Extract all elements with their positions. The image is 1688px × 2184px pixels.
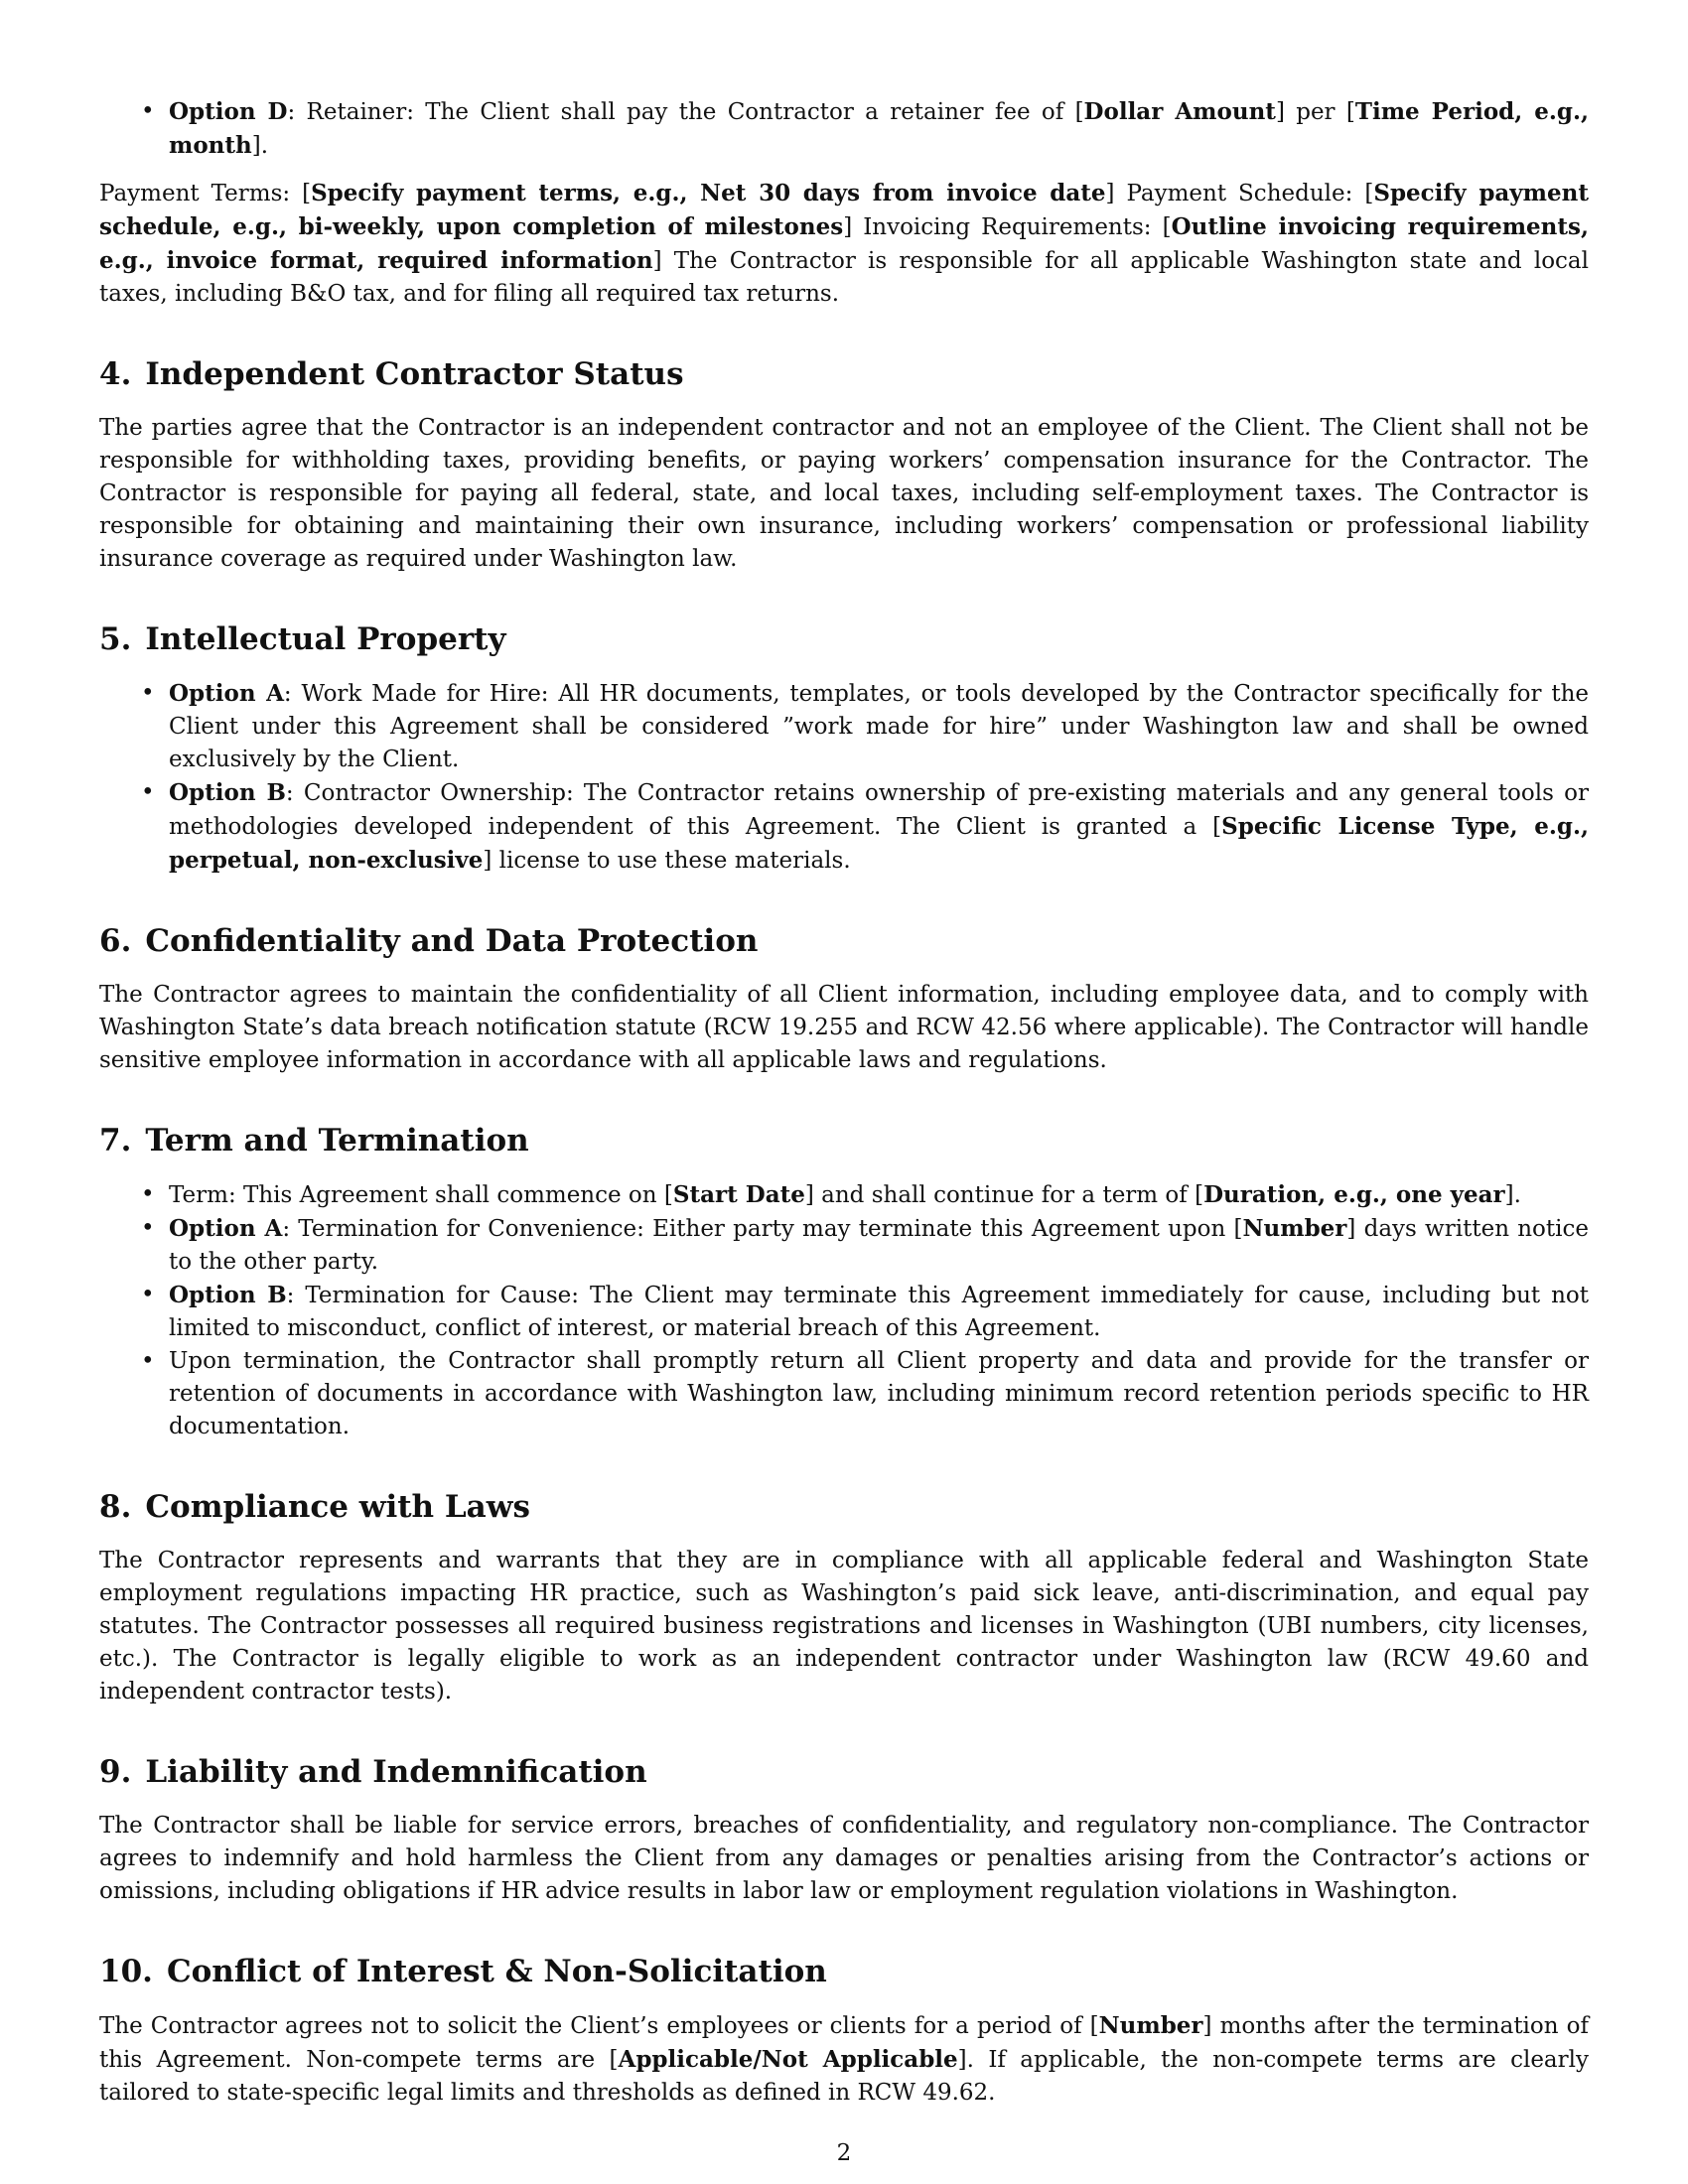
list-item-option-a: • Option A: Work Made for Hire: All HR documents, templates, or tools developed by the Contractor specifically for the Client under this Agreement shall be considered ”work made for hire” under Washington law and shall be owned exclusively by the Client. — [169, 677, 1589, 776]
section-10-body: The Contractor agrees not to solicit the Client’s employees or clients for a period of [Number] months after the termination of this Agreement. Non-compete terms are [Applicable/Not Applicable]. If applicable, the non-compete terms are clearly tailored to state-specific legal limits and thresholds as defined in RCW 49.62. — [99, 2012, 1589, 2106]
list-item-upon-termination: • Upon termination, the Contractor shall promptly return all Client property and data and provide for the transfer or retention of documents in accordance with Washington law, including minimum record retention periods specific to HR documentation. — [169, 1345, 1589, 1443]
section-9-heading: 9. Liability and Indemnification — [99, 1754, 647, 1790]
section-9-body: The Contractor shall be liable for service errors, breaches of confidentiality, and regulatory non-compliance. The Contractor agrees to indemnify and hold harmless the Client from any damages or penalties arising from the Contractor’s actions or omissions, including obligations if HR advice results in labor law or employment regulation violations in Washington. — [99, 1813, 1589, 1904]
section-8-body: The Contractor represents and warrants that they are in compliance with all applicable federal and Washington State employment regulations impacting HR practice, such as Washington’s paid sick leave, anti-discrimination, and equal pay statutes. The Contractor possesses all required business registrations and licenses in Washington (UBI numbers, city licenses, etc.). The Contractor is legally eligible to work as an independent contractor under Washington law (RCW 49.60 and independent contractor tests). — [99, 1548, 1589, 1705]
section-4-body: The parties agree that the Contractor is an independent contractor and not an employee of the Client. The Client shall not be responsible for withholding taxes, providing benefits, or paying workers’ compensation insurance for the Contractor. The Contractor is responsible for paying all federal, state, and local taxes, including self-employment taxes. The Contractor is responsible for obtaining and maintaining their own insurance, including workers’ compensation or professional liability insurance coverage as required under Washington law. — [99, 415, 1589, 572]
section-4-heading: 4. Independent Contractor Status — [99, 356, 684, 392]
payment-paragraph: Payment Terms: [Specify payment terms, e.g., Net 30 days from invoice date] Payment Schedule: [Specify payment schedule, e.g., bi-weekly, upon completion of milestones] Invoicing Requirements: [Outline invoicing requirements, e.g., invoice format, required information] The Contractor is responsible for all applicable Washington state and local taxes, including B&O tax, and for filing all required tax returns. — [99, 180, 1589, 307]
option-d-list — [99, 95, 1589, 163]
list-item-option-b: • Option B: Termination for Cause: The Client may terminate this Agreement immediately for cause, including but not limited to misconduct, conflict of interest, or material breach of this Agreement. — [169, 1279, 1589, 1345]
section-5-heading: 5. Intellectual Property — [99, 621, 506, 657]
section-7-list — [99, 1178, 1589, 1443]
list-item-option-d: • Option D: Retainer: The Client shall pay the Contractor a retainer fee of [Dollar Amount] per [Time Period, e.g., month]. — [169, 95, 1589, 163]
section-6-heading: 6. Confidentiality and Data Protection — [99, 923, 759, 959]
section-6-body: The Contractor agrees to maintain the confidentiality of all Client information, including employee data, and to comply with Washington State’s data breach notification statute (RCW 19.255 and RCW 42.56 where applicable). The Contractor will handle sensitive employee information in accordance with all applicable laws and regulations. — [99, 982, 1589, 1073]
document-page — [99, 95, 1589, 2110]
section-10-heading: 10. Conflict of Interest & Non-Solicitation — [99, 1954, 827, 1989]
page-number: 2 — [836, 2140, 852, 2166]
section-8-heading: 8. Compliance with Laws — [99, 1489, 530, 1525]
list-item-option-b: • Option B: Contractor Ownership: The Contractor retains ownership of pre-existing materials and any general tools or methodologies developed independent of this Agreement. The Client is granted a [Specific License Type, e.g., perpetual, non-exclusive] license to use these materials. — [169, 776, 1589, 878]
list-item-option-a: • Option A: Termination for Convenience: Either party may terminate this Agreement upon [Number] days written notice to the other party. — [169, 1212, 1589, 1279]
section-7-heading: 7. Term and Termination — [99, 1123, 529, 1159]
list-item-term: • Term: This Agreement shall commence on [Start Date] and shall continue for a term of [Duration, e.g., one year]. — [169, 1178, 1589, 1212]
section-5-list — [99, 677, 1589, 878]
